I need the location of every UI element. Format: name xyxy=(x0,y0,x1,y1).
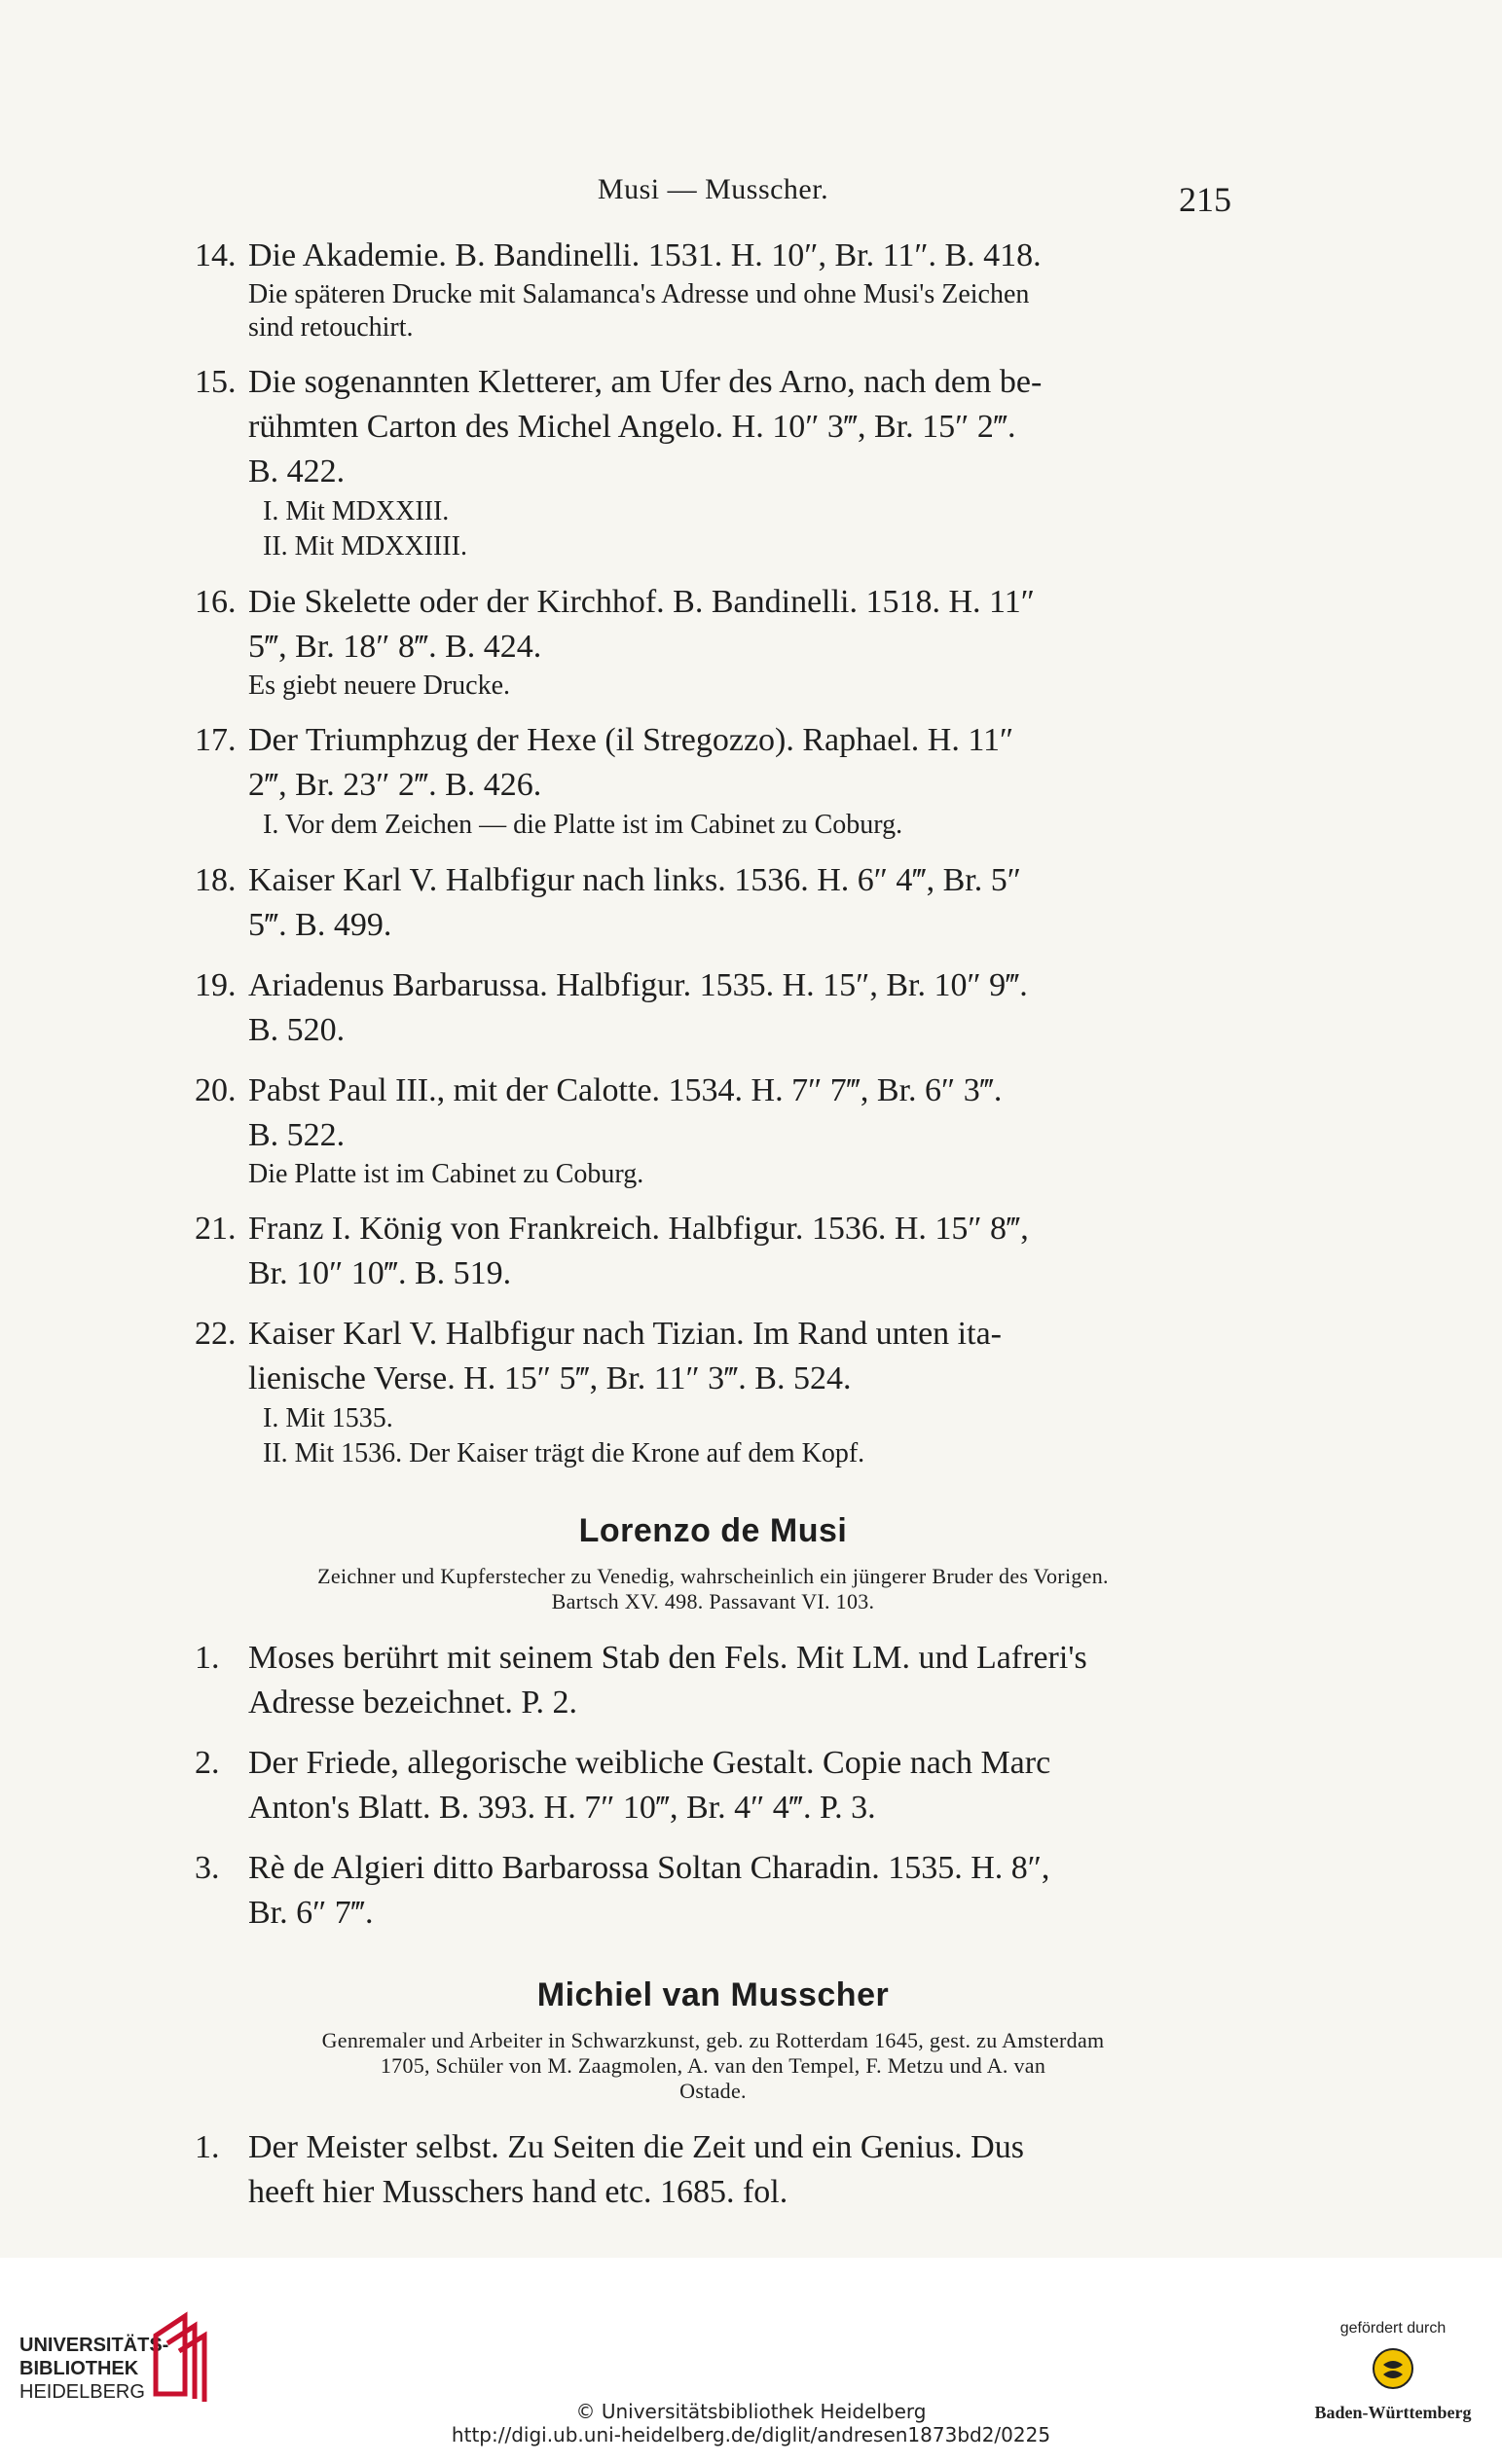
section-intro-lorenzo xyxy=(195,1564,1231,1614)
intro-line: Zeichner und Kupferstecher zu Venedig, wahrscheinlich ein jüngerer Bruder des Vorigen. xyxy=(317,1564,1109,1588)
entry-line: 5‴. B. 499. xyxy=(248,907,392,943)
catalog-entry xyxy=(195,1741,1231,1846)
entry-spacer xyxy=(195,1296,1231,1312)
section-title-musscher: Michiel van Musscher xyxy=(536,1976,890,2013)
entry-spacer xyxy=(195,1725,1231,1741)
entry-line xyxy=(195,1741,1231,1786)
entry-text: Pabst Paul III., mit der Calotte. 1534. H. 7″ 7‴, Br. 6″ 3‴. xyxy=(248,1072,1003,1108)
entry-spacer xyxy=(195,703,1231,718)
entry-text: Moses berührt mit seinem Stab den Fels. Mit LM. und Lafreri's xyxy=(248,1640,1087,1676)
entry-text: Ariadenus Barbarussa. Halbfigur. 1535. H. 15″, Br. 10″ 9‴. xyxy=(248,967,1028,1003)
entry-spacer xyxy=(195,843,1231,858)
state-name-text: Baden-Württemberg xyxy=(1314,2403,1472,2422)
catalog-entry xyxy=(195,963,1231,1069)
entry-line xyxy=(195,1636,1231,1681)
entry-number: 1. xyxy=(195,2129,220,2165)
intro-line: 1705, Schüler von M. Zaagmolen, A. van den Tempel, F. Metzu und A. van xyxy=(380,2053,1046,2078)
entry-spacer xyxy=(195,1830,1231,1846)
entry-line xyxy=(195,963,1231,1008)
entry-line xyxy=(195,1069,1231,1113)
entry-text: Kaiser Karl V. Halbfigur nach Tizian. Im Rand unten ita- xyxy=(248,1316,1002,1352)
entry-line: Br. 10″ 10‴. B. 519. xyxy=(248,1255,512,1291)
entry-number: 14. xyxy=(195,237,237,273)
entry-line xyxy=(195,1312,1231,1357)
page-header xyxy=(195,173,1231,222)
entry-text: Der Friede, allegorische weibliche Gestalt. Copie nach Marc xyxy=(248,1745,1051,1781)
entry-spacer xyxy=(195,1053,1231,1069)
catalog-entry xyxy=(195,1069,1231,1207)
entry-note: sind retouchirt. xyxy=(248,312,414,343)
entry-line: B. 522. xyxy=(248,1117,346,1153)
page-footer xyxy=(0,2258,1502,2464)
library-mark-icon xyxy=(146,2306,224,2404)
entry-note: Die späteren Drucke mit Salamanca's Adresse und ohne Musi's Zeichen xyxy=(248,279,1030,309)
entry-spacer xyxy=(195,1936,1231,1951)
entry-line xyxy=(195,234,1231,278)
entry-line xyxy=(195,1846,1231,1891)
entry-number: 19. xyxy=(195,967,237,1003)
entry-text: Kaiser Karl V. Halbfigur nach links. 1536. H. 6″ 4‴, Br. 5″ xyxy=(248,862,1021,898)
entries-lorenzo xyxy=(195,1636,1231,1951)
logo-line-3: HEIDELBERG xyxy=(19,2381,145,2403)
catalog-entry xyxy=(195,718,1231,858)
entry-line: B. 422. xyxy=(248,453,346,489)
entry-line xyxy=(195,580,1231,625)
entry-line: Anton's Blatt. B. 393. H. 7″ 10‴, Br. 4″ 4‴. P. 3. xyxy=(248,1790,876,1826)
entry-text: Der Meister selbst. Zu Seiten die Zeit und ein Genius. Dus xyxy=(248,2129,1024,2165)
entry-state: I. Mit MDXXIII. xyxy=(263,496,450,526)
catalog-entry xyxy=(195,1312,1231,1487)
entry-line: Br. 6″ 7‴. xyxy=(248,1895,374,1931)
entry-number: 20. xyxy=(195,1072,237,1108)
catalog-entry xyxy=(195,360,1231,580)
state-crest-icon xyxy=(1370,2345,1416,2392)
entry-number: 1. xyxy=(195,1640,220,1676)
page-body xyxy=(195,234,1231,2230)
funding-notice xyxy=(1305,2320,1481,2423)
footer-credits xyxy=(389,2400,1113,2446)
intro-line: Genremaler und Arbeiter in Schwarzkunst, geb. zu Rotterdam 1645, gest. zu Amsterdam xyxy=(321,2028,1105,2052)
entry-text: Der Triumphzug der Hexe (il Stregozzo). Raphael. H. 11″ xyxy=(248,722,1014,758)
entry-note: Die Platte ist im Cabinet zu Coburg. xyxy=(248,1159,644,1189)
entry-state: II. Mit 1536. Der Kaiser trägt die Krone auf dem Kopf. xyxy=(263,1438,865,1468)
entry-number: 3. xyxy=(195,1850,220,1886)
entry-text: Rè de Algieri ditto Barbarossa Soltan Charadin. 1535. H. 8″, xyxy=(248,1850,1050,1886)
section-intro-musscher xyxy=(195,2028,1231,2104)
library-logo[interactable] xyxy=(19,2297,253,2423)
section-title-lorenzo: Lorenzo de Musi xyxy=(578,1512,848,1549)
running-title: Musi — Musscher. xyxy=(597,173,829,205)
entry-spacer xyxy=(195,948,1231,963)
catalog-entry xyxy=(195,580,1231,718)
entry-number: 15. xyxy=(195,364,237,400)
catalog-entry xyxy=(195,1207,1231,1312)
catalog-entry xyxy=(195,2125,1231,2230)
entry-number: 2. xyxy=(195,1745,220,1781)
page-number: 215 xyxy=(1179,180,1231,219)
entry-line: B. 520. xyxy=(248,1012,346,1048)
entry-line: rühmten Carton des Michel Angelo. H. 10″ 3‴, Br. 15″ 2‴. xyxy=(248,409,1016,445)
entry-text: Die Skelette oder der Kirchhof. B. Bandinelli. 1518. H. 11″ xyxy=(248,584,1035,620)
intro-line: Ostade. xyxy=(679,2079,747,2103)
entry-number: 17. xyxy=(195,722,237,758)
copyright-text: © Universitätsbibliothek Heidelberg xyxy=(575,2400,927,2423)
entry-text: Die Akademie. B. Bandinelli. 1531. H. 10″, Br. 11″. B. 418. xyxy=(248,237,1042,273)
entry-line: 5‴, Br. 18″ 8‴. B. 424. xyxy=(248,629,542,665)
entry-line: Adresse bezeichnet. P. 2. xyxy=(248,1685,578,1721)
source-url-link[interactable]: http://digi.ub.uni-heidelberg.de/diglit/andresen1873bd2/0225 xyxy=(451,2423,1051,2446)
entry-number: 22. xyxy=(195,1316,237,1352)
entries-musscher xyxy=(195,2125,1231,2230)
entry-note: Es giebt neuere Drucke. xyxy=(248,670,510,701)
funded-by-text: gefördert durch xyxy=(1339,2320,1447,2337)
catalog-entry xyxy=(195,234,1231,360)
catalog-entry xyxy=(195,858,1231,963)
entry-line: lienische Verse. H. 15″ 5‴, Br. 11″ 3‴. B. 524. xyxy=(248,1360,852,1396)
entry-line xyxy=(195,360,1231,405)
entry-spacer xyxy=(195,344,1231,360)
entry-line: 2‴, Br. 23″ 2‴. B. 426. xyxy=(248,767,542,803)
entry-number: 21. xyxy=(195,1211,237,1247)
entry-state: II. Mit MDXXIIII. xyxy=(263,531,467,562)
entries-musi xyxy=(195,234,1231,1487)
catalog-entry xyxy=(195,1846,1231,1951)
entry-spacer xyxy=(195,564,1231,580)
entry-state: I. Mit 1535. xyxy=(263,1403,393,1433)
entry-line xyxy=(195,2125,1231,2170)
logo-line-2: BIBLIOTHEK xyxy=(19,2358,139,2379)
catalog-entry xyxy=(195,1636,1231,1741)
entry-text: Die sogenannten Kletterer, am Ufer des Arno, nach dem be- xyxy=(248,364,1043,400)
entry-line xyxy=(195,718,1231,763)
entry-text: Franz I. König von Frankreich. Halbfigur. 1536. H. 15″ 8‴, xyxy=(248,1211,1029,1247)
logo-line-1: UNIVERSITÄTS- xyxy=(19,2335,169,2356)
entry-line xyxy=(195,858,1231,903)
entry-line xyxy=(195,1207,1231,1251)
entry-number: 18. xyxy=(195,862,237,898)
entry-spacer xyxy=(195,1191,1231,1207)
entry-state: I. Vor dem Zeichen — die Platte ist im Cabinet zu Coburg. xyxy=(263,810,903,840)
entry-number: 16. xyxy=(195,584,237,620)
entry-spacer xyxy=(195,1471,1231,1487)
entry-spacer xyxy=(195,2215,1231,2230)
intro-line: Bartsch XV. 498. Passavant VI. 103. xyxy=(551,1589,875,1613)
entry-line: heeft hier Musschers hand etc. 1685. fol. xyxy=(248,2174,788,2210)
